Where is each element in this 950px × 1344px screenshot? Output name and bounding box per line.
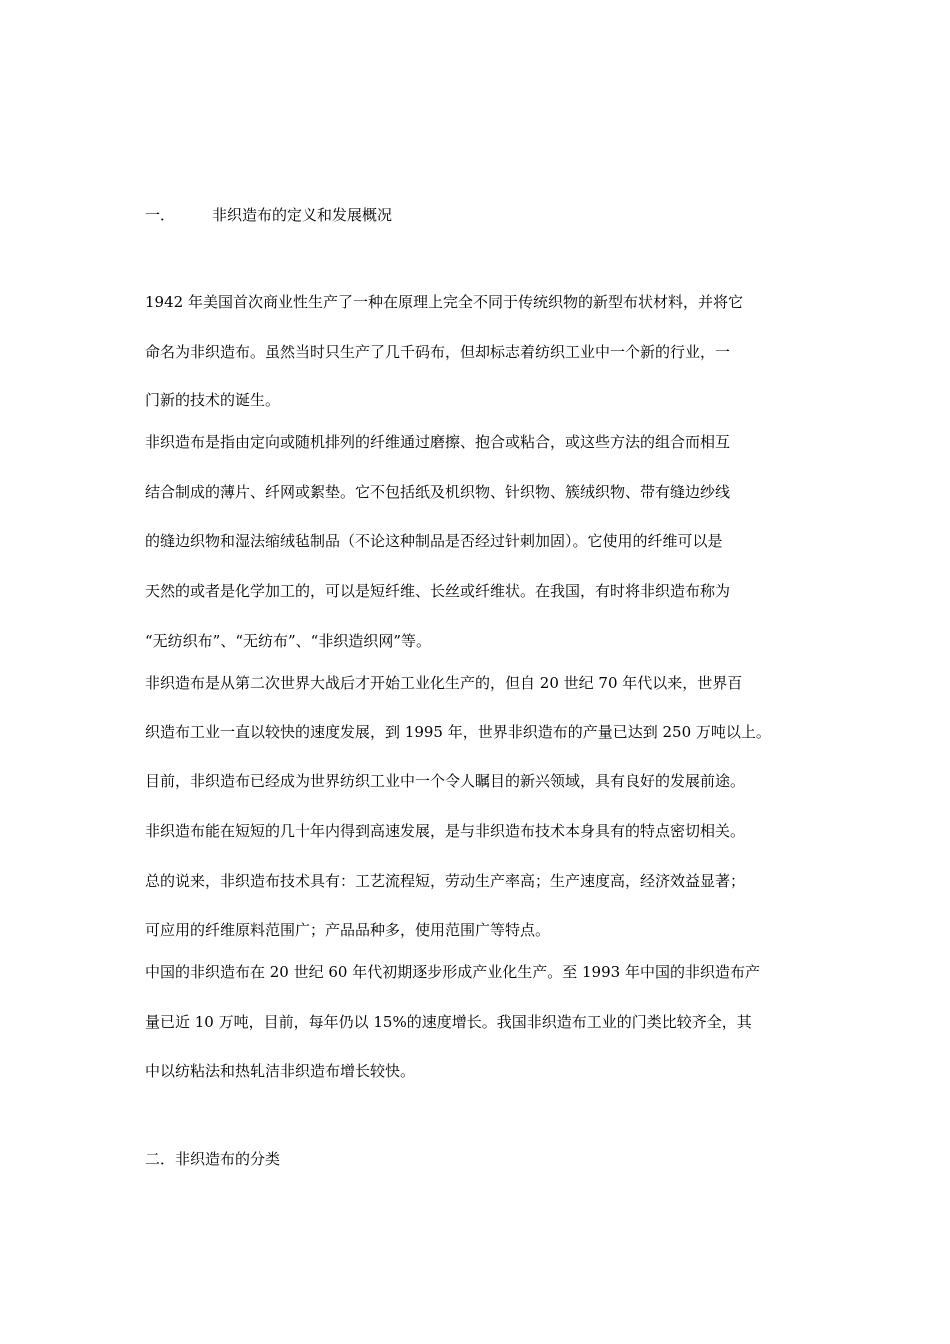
section-1-title: 非织造布的定义和发展概况: [212, 206, 393, 224]
paragraph-line: 中以纺粘法和热轧洁非织造布增长较快。: [145, 1062, 416, 1080]
paragraph-line: “无纺织布”、“无纺布”、“非织造织网”等。: [145, 632, 432, 650]
section-1-number: 一．: [145, 206, 176, 224]
paragraph-line: 织造布工业一直以较快的速度发展，到 1995 年，世界非织造布的产量已达到 250 万吨以上。: [145, 723, 771, 741]
section-2-title: 二．非织造布的分类: [145, 1150, 281, 1168]
paragraph-line: 量已近 10 万吨，目前，每年仍以 15%的速度增长。我国非织造布工业的门类比较齐全，其: [145, 1013, 752, 1031]
paragraph-line: 1942 年美国首次商业性生产了一种在原理上完全不同于传统织物的新型布状材料，并将它: [145, 293, 743, 311]
paragraph-line: 门新的技术的诞生。: [145, 391, 281, 409]
paragraph-line: 非织造布是指由定向或随机排列的纤维通过磨擦、抱合或粘合，或这些方法的组合而相互: [145, 433, 731, 451]
paragraph-line: 天然的或者是化学加工的，可以是短纤维、长丝或纤维状。在我国，有时将非织造布称为: [145, 582, 731, 600]
paragraph-line: 的缝边织物和湿法缩绒毡制品（不论这种制品是否经过针刺加固）。它使用的纤维可以是: [145, 532, 723, 550]
paragraph-line: 总的说来，非织造布技术具有：工艺流程短，劳动生产率高；生产速度高，经济效益显著；: [145, 872, 746, 890]
paragraph-line: 非织造布能在短短的几十年内得到高速发展，是与非织造布技术本身具有的特点密切相关。: [145, 822, 746, 840]
paragraph-line: 目前，非织造布已经成为世界纺织工业中一个令人瞩目的新兴领域，具有良好的发展前途。: [145, 772, 746, 790]
paragraph-line: 命名为非织造布。虽然当时只生产了几千码布，但却标志着纺织工业中一个新的行业，一: [145, 343, 731, 361]
paragraph-line: 可应用的纤维原料范围广；产品品种多，使用范围广等特点。: [145, 921, 551, 939]
paragraph-line: 结合制成的薄片、纤网或絮垫。它不包括纸及机织物、针织物、簇绒织物、带有缝边纱线: [145, 483, 731, 501]
paragraph-line: 中国的非织造布在 20 世纪 60 年代初期逐步形成产业化生产。至 1993 年中国的非织造布产: [145, 963, 760, 981]
paragraph-line: 非织造布是从第二次世界大战后才开始工业化生产的，但自 20 世纪 70 年代以来，世界百: [145, 674, 743, 692]
